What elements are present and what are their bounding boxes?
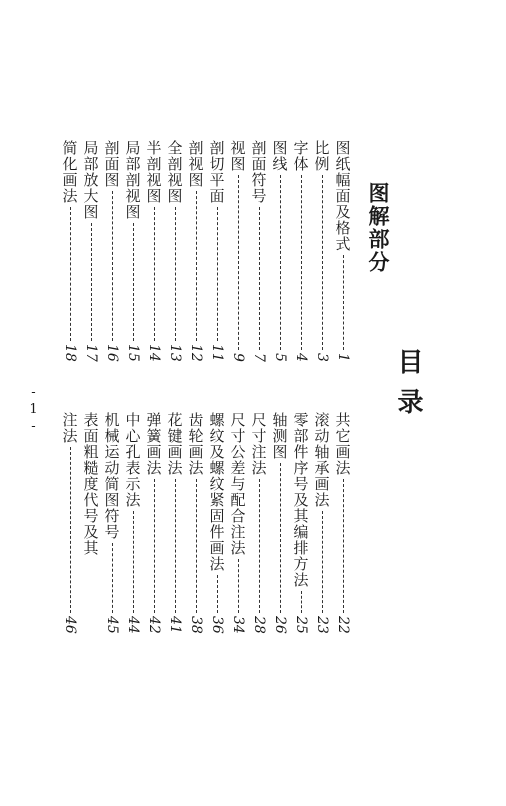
toc-entry-page: 9 [230,353,246,362]
toc-entry[interactable] [61,412,79,634]
leader-dots [70,207,71,341]
toc-entry[interactable] [187,140,205,362]
leader-dots [196,191,197,341]
toc-entry-text: 滚动轴承画法 [312,412,331,508]
toc-entry[interactable] [208,140,226,362]
leader-dots [259,207,260,350]
toc-entry-page: 14 [146,344,162,362]
toc-entry-text: 比例 [312,140,331,172]
toc-entry-text: 尺寸注法 [249,412,268,476]
toc-entry-page: 25 [293,616,309,634]
toc-entry-text: 机械运动简图符号 [102,412,121,540]
leader-dots [91,223,92,341]
toc-entry[interactable] [103,412,121,634]
toc-entry[interactable] [145,412,163,634]
leader-dots [112,191,113,341]
toc-entry-page: 7 [251,353,267,362]
toc-entry-page: 12 [188,344,204,362]
toc-entry-page: 42 [146,616,162,634]
toc-entry-text: 图线 [270,140,289,172]
toc-entry-page: 15 [125,344,141,362]
toc-entry-page: 45 [104,616,120,634]
toc-entry[interactable] [250,412,268,634]
toc-entry-page: 13 [167,344,183,362]
toc-entry[interactable] [187,412,205,634]
toc-entry-page: 16 [104,344,120,362]
toc-entry-text: 剖切平面 [207,140,226,204]
toc-entry-page: 18 [62,344,78,362]
toc-entry-page: 5 [272,353,288,362]
leader-dots [196,479,197,613]
toc-entry[interactable] [124,412,142,634]
toc-entry-page: 3 [314,353,330,362]
toc-entry-text: 尺寸公差与配合注法 [228,412,247,556]
leader-dots [133,223,134,341]
leader-dots [217,575,218,613]
toc-entry-page: 22 [335,616,351,634]
page-title: 目录 [393,348,423,428]
leader-dots [280,463,281,613]
leader-dots [175,479,176,613]
leader-dots [322,511,323,613]
toc-entry[interactable] [61,140,79,362]
toc-entry-text: 剖面图 [102,140,121,188]
page-number: -1- [26,385,41,436]
toc-entry[interactable] [250,140,268,362]
toc-entry-page: 34 [230,616,246,634]
toc-entry-text: 齿轮画法 [186,412,205,476]
leader-dots [343,255,344,350]
toc-entry-text: 花键画法 [165,412,184,476]
toc-entry-text: 螺纹及螺纹紧固件画法 [207,412,226,572]
toc-entry[interactable] [292,140,310,362]
toc-entry-page: 26 [272,616,288,634]
leader-dots [343,479,344,613]
leader-dots [259,479,260,613]
toc-entry-text: 剖面符号 [249,140,268,204]
leader-dots [217,207,218,341]
toc-entry[interactable] [82,412,100,592]
leader-dots [154,479,155,613]
leader-dots [238,559,239,613]
toc-entry[interactable] [124,140,142,362]
toc-entry[interactable] [271,140,289,362]
toc-entry-text: 图纸幅面及格式 [333,140,352,252]
toc-entry[interactable] [313,412,331,634]
leader-dots [112,543,113,613]
toc-entry-text: 剖视图 [186,140,205,188]
toc-entry-text: 中心孔表示法 [123,412,142,508]
toc-entry-text: 轴测图 [270,412,289,460]
section-heading-illustrations: 图解部分 [366,182,391,274]
toc-entry-text: 局部放大图 [81,140,100,220]
toc-entry[interactable] [334,412,352,634]
toc-entry[interactable] [313,140,331,362]
toc-entry-page: 4 [293,353,309,362]
toc-entry-text: 半剖视图 [144,140,163,204]
toc-entry[interactable] [166,140,184,362]
toc-entry-page: 28 [251,616,267,634]
leader-dots [280,175,281,350]
leader-dots [133,511,134,613]
toc-entry-text: 全剖视图 [165,140,184,204]
toc-entry-page: 44 [125,616,141,634]
toc-entry-page: 46 [62,616,78,634]
toc-entry-text: 共它画法 [333,412,352,476]
leader-dots [301,591,302,613]
toc-entry[interactable] [271,412,289,634]
toc-entry[interactable] [145,140,163,362]
leader-dots [175,207,176,341]
toc-entry-text: 表面粗糙度代号及其 [81,412,100,556]
toc-entry[interactable] [166,412,184,634]
toc-entry[interactable] [229,412,247,634]
toc-entry[interactable] [208,412,226,634]
leader-dots [238,175,239,350]
toc-entry-page: 38 [188,616,204,634]
leader-dots [154,207,155,341]
toc-entry-page: 41 [167,616,183,634]
toc-entry-text: 注法 [60,412,79,444]
toc-entry-page: 23 [314,616,330,634]
leader-dots [70,447,71,613]
toc-entry[interactable] [82,140,100,362]
toc-entry-page: 1 [335,353,351,362]
toc-entry[interactable] [229,140,247,362]
leader-dots [322,175,323,350]
toc-entry[interactable] [334,140,352,362]
toc-entry-page: 36 [209,616,225,634]
toc-entry-text: 字体 [291,140,310,172]
toc-entry-text: 简化画法 [60,140,79,204]
toc-entry-text: 弹簧画法 [144,412,163,476]
toc-entry-text: 局部剖视图 [123,140,142,220]
toc-entry-text: 零部件序号及其编排方法 [291,412,310,588]
leader-dots [301,175,302,350]
toc-entry-page: 11 [209,344,225,362]
toc-entry[interactable] [292,412,310,634]
toc-entry[interactable] [103,140,121,362]
toc-entry-page: 17 [83,344,99,362]
toc-entry-text: 视图 [228,140,247,172]
